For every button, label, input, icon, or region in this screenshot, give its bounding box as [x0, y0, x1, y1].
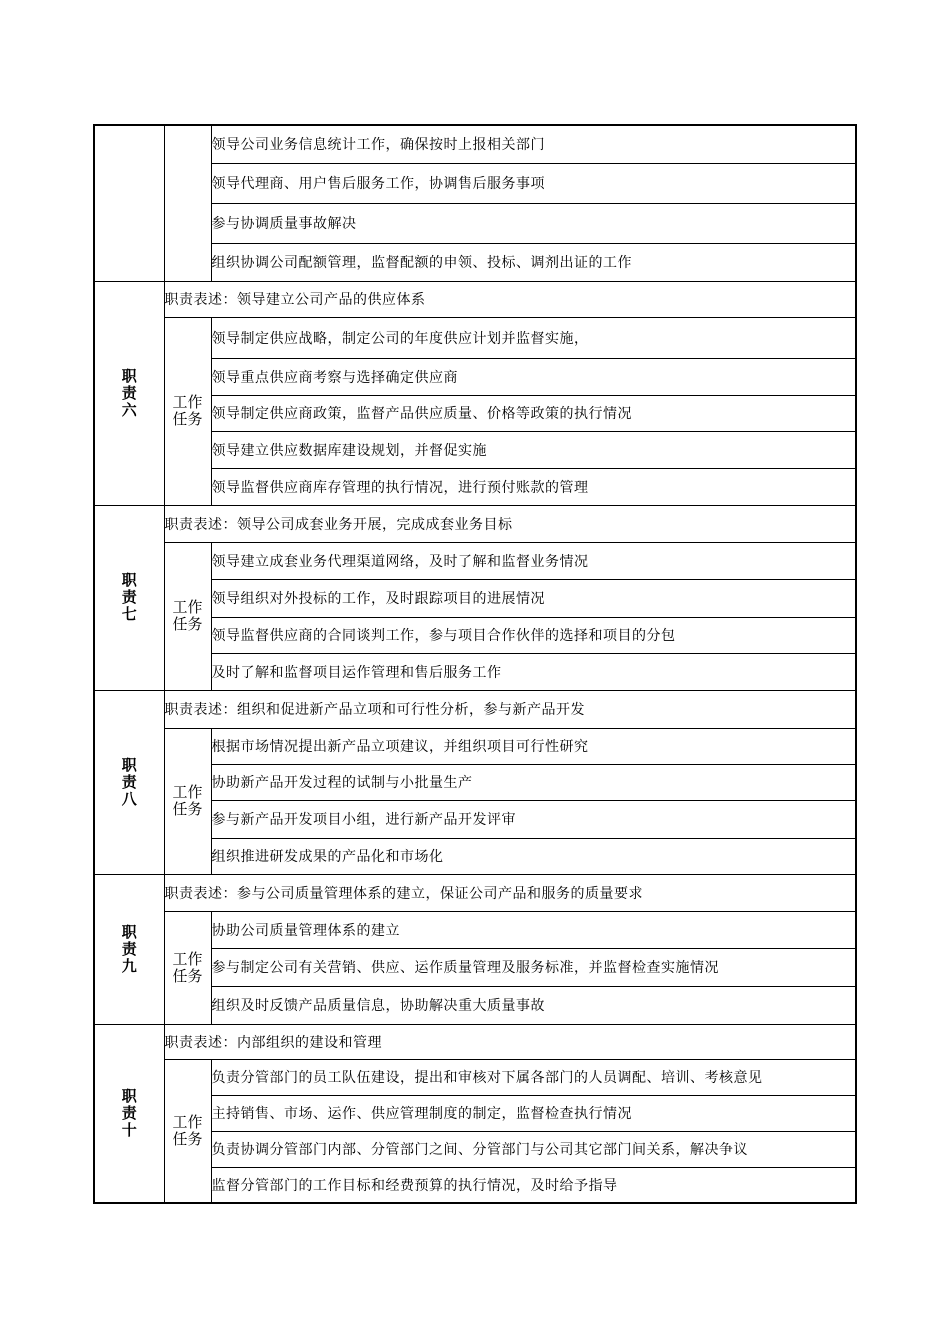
task-label: 工作任务 [172, 783, 203, 818]
duty-name: 职责六 [121, 366, 137, 419]
duty-name-cell [94, 505, 164, 690]
task-cell: 负责分管部门的员工队伍建设，提出和审核对下属各部门的人员调配、培训、考核意见 [211, 1059, 856, 1095]
task-cell: 领导建立成套业务代理渠道网络，及时了解和监督业务情况 [211, 542, 856, 579]
task-cell: 领导建立供应数据库建设规划，并督促实施 [211, 431, 856, 468]
table-row [94, 317, 856, 358]
task-cell: 参与协调质量事故解决 [211, 203, 856, 243]
task-cell: 领导代理商、用户售后服务工作，协调售后服务事项 [211, 163, 856, 203]
duty-description: 职责表述：组织和促进新产品立项和可行性分析，参与新产品开发 [164, 690, 856, 728]
duty-description: 职责表述：内部组织的建设和管理 [164, 1024, 856, 1059]
task-cell: 监督分管部门的工作目标和经费预算的执行情况，及时给予指导 [211, 1167, 856, 1203]
task-label-cell [164, 728, 211, 874]
duty-table [93, 124, 857, 1204]
task-cell: 参与制定公司有关营销、供应、运作质量管理及服务标准，并监督检查实施情况 [211, 948, 856, 986]
task-cell: 领导监督供应商库存管理的执行情况，进行预付账款的管理 [211, 468, 856, 505]
task-cell: 负责协调分管部门内部、分管部门之间、分管部门与公司其它部门间关系，解决争议 [211, 1131, 856, 1167]
duty-name: 职责十 [121, 1086, 137, 1139]
task-cell: 领导监督供应商的合同谈判工作，参与项目合作伙伴的选择和项目的分包 [211, 617, 856, 653]
task-label-cell [164, 911, 211, 1024]
task-cell: 及时了解和监督项目运作管理和售后服务工作 [211, 653, 856, 690]
duty-description: 职责表述：领导公司成套业务开展，完成成套业务目标 [164, 505, 856, 542]
task-cell: 领导制定供应商政策，监督产品供应质量、价格等政策的执行情况 [211, 395, 856, 431]
duty-name-cell-empty [94, 125, 164, 281]
task-label-cell-empty [164, 125, 211, 281]
task-label-cell [164, 1059, 211, 1203]
task-label: 工作任务 [172, 598, 203, 633]
task-label: 工作任务 [172, 1112, 203, 1148]
duty-description: 职责表述：领导建立公司产品的供应体系 [164, 281, 856, 317]
table-row [94, 542, 856, 579]
table-row [94, 125, 856, 163]
duty-description-row [94, 874, 856, 911]
table-row [94, 728, 856, 764]
duty-name-cell [94, 690, 164, 874]
table-row [94, 1059, 856, 1095]
duty-name: 职责九 [121, 922, 137, 975]
task-cell: 领导制定供应战略，制定公司的年度供应计划并监督实施， [211, 317, 856, 358]
task-cell: 协助新产品开发过程的试制与小批量生产 [211, 764, 856, 800]
duty-description-row [94, 505, 856, 542]
duty-description-row [94, 281, 856, 317]
task-cell: 组织推进研发成果的产品化和市场化 [211, 838, 856, 874]
duty-name-cell [94, 1024, 164, 1203]
task-cell: 领导公司业务信息统计工作，确保按时上报相关部门 [211, 125, 856, 163]
duty-name: 职责七 [121, 571, 137, 623]
duty-table-body [94, 125, 856, 1203]
task-cell: 根据市场情况提出新产品立项建议，并组织项目可行性研究 [211, 728, 856, 764]
table-row [94, 911, 856, 948]
duty-description-row [94, 1024, 856, 1059]
task-cell: 主持销售、市场、运作、供应管理制度的制定，监督检查执行情况 [211, 1095, 856, 1131]
task-cell: 参与新产品开发项目小组，进行新产品开发评审 [211, 800, 856, 838]
duty-description: 职责表述：参与公司质量管理体系的建立，保证公司产品和服务的质量要求 [164, 874, 856, 911]
task-cell: 组织及时反馈产品质量信息，协助解决重大质量事故 [211, 986, 856, 1024]
task-label-cell [164, 317, 211, 505]
task-cell: 领导重点供应商考察与选择确定供应商 [211, 358, 856, 395]
duty-name: 职责八 [121, 755, 137, 808]
task-cell: 协助公司质量管理体系的建立 [211, 911, 856, 948]
task-cell: 组织协调公司配额管理，监督配额的申领、投标、调剂出证的工作 [211, 243, 856, 281]
duty-description-row [94, 690, 856, 728]
duty-name-cell [94, 281, 164, 505]
duty-name-cell [94, 874, 164, 1024]
task-label: 工作任务 [172, 949, 203, 985]
task-cell: 领导组织对外投标的工作，及时跟踪项目的进展情况 [211, 579, 856, 617]
task-label: 工作任务 [172, 393, 203, 428]
task-label-cell [164, 542, 211, 690]
